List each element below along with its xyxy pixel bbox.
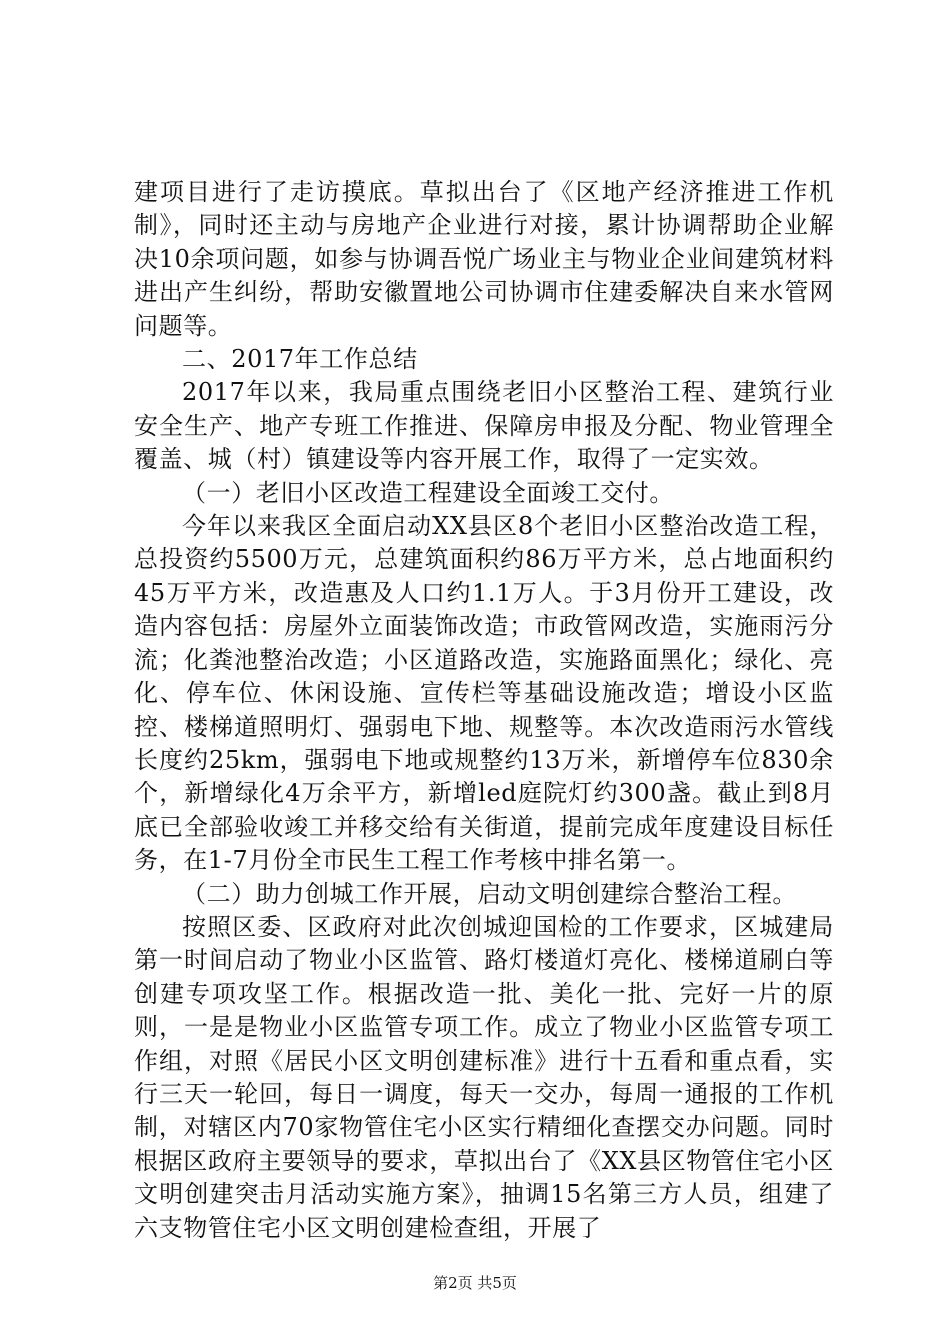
paragraph-summary-intro: 2017年以来，我局重点围绕老旧小区整治工程、建筑行业安全生产、地产专班工作推进、保障房申报及分配、物业管理全覆盖、城（村）镇建设等内容开展工作，取得了一定实效。 <box>134 378 834 474</box>
paragraph-continued: 建项目进行了走访摸底。草拟出台了《区地产经济推进工作机制》，同时还主动与房地产企业进行对接，累计协调帮助企业解决10余项问题，如参与协调吾悦广场业主与物业企业间建筑材料进出产生纠纷，帮助安徽置地公司协调市住建委解决自来水管网问题等。 <box>134 178 834 340</box>
paragraph-renovation-details: 今年以来我区全面启动XX县区8个老旧小区整治改造工程，总投资约5500万元，总建筑面积约86万平方米，总占地面积约45万平方米，改造惠及人口约1.1万人。于3月份开工建设，改造内容包括：房屋外立面装饰改造；市政管网改造，实施雨污分流；化粪池整治改造；小区道路改造，实施路面黑化；绿化、亮化、停车位、休闲设施、宣传栏等基础设施改造；增设小区监控、楼梯道照明灯、强弱电下地、规整等。本次改造雨污水管线长度约25km，强弱电下地或规整约13万米，新增停车位830余个，新增绿化4万余平方，新增led庭院灯约300盏。截止到8月底已全部验收竣工并移交给有关街道，提前完成年度建设目标任务，在1-7月份全市民生工程工作考核中排名第一。 <box>134 512 834 875</box>
section-heading-2017-summary: 二、2017年工作总结 <box>182 345 418 374</box>
page-number-footer: 第2页 共5页 <box>433 1274 517 1292</box>
document-body <box>134 176 834 1245</box>
subheading-old-community-renovation: （一）老旧小区改造工程建设全面竣工交付。 <box>182 478 674 507</box>
paragraph-civilized-city-details: 按照区委、区政府对此次创城迎国检的工作要求，区城建局第一时间启动了物业小区监管、路灯楼道灯亮化、楼梯道刷白等创建专项攻坚工作。根据改造一批、美化一批、完好一片的原则，一是是物业小区监管专项工作。成立了物业小区监管专项工作组，对照《居民小区文明创建标准》进行十五看和重点看，实行三天一轮回，每日一调度，每天一交办，每周一通报的工作机制，对辖区内70家物管住宅小区实行精细化查摆交办问题。同时根据区政府主要领导的要求，草拟出台了《XX县区物管住宅小区文明创建突击月活动实施方案》，抽调15名第三方人员，组建了六支物管住宅小区文明创建检查组，开展了 <box>134 912 834 1242</box>
subheading-civilized-city: （二）助力创城工作开展，启动文明创建综合整治工程。 <box>182 879 797 908</box>
